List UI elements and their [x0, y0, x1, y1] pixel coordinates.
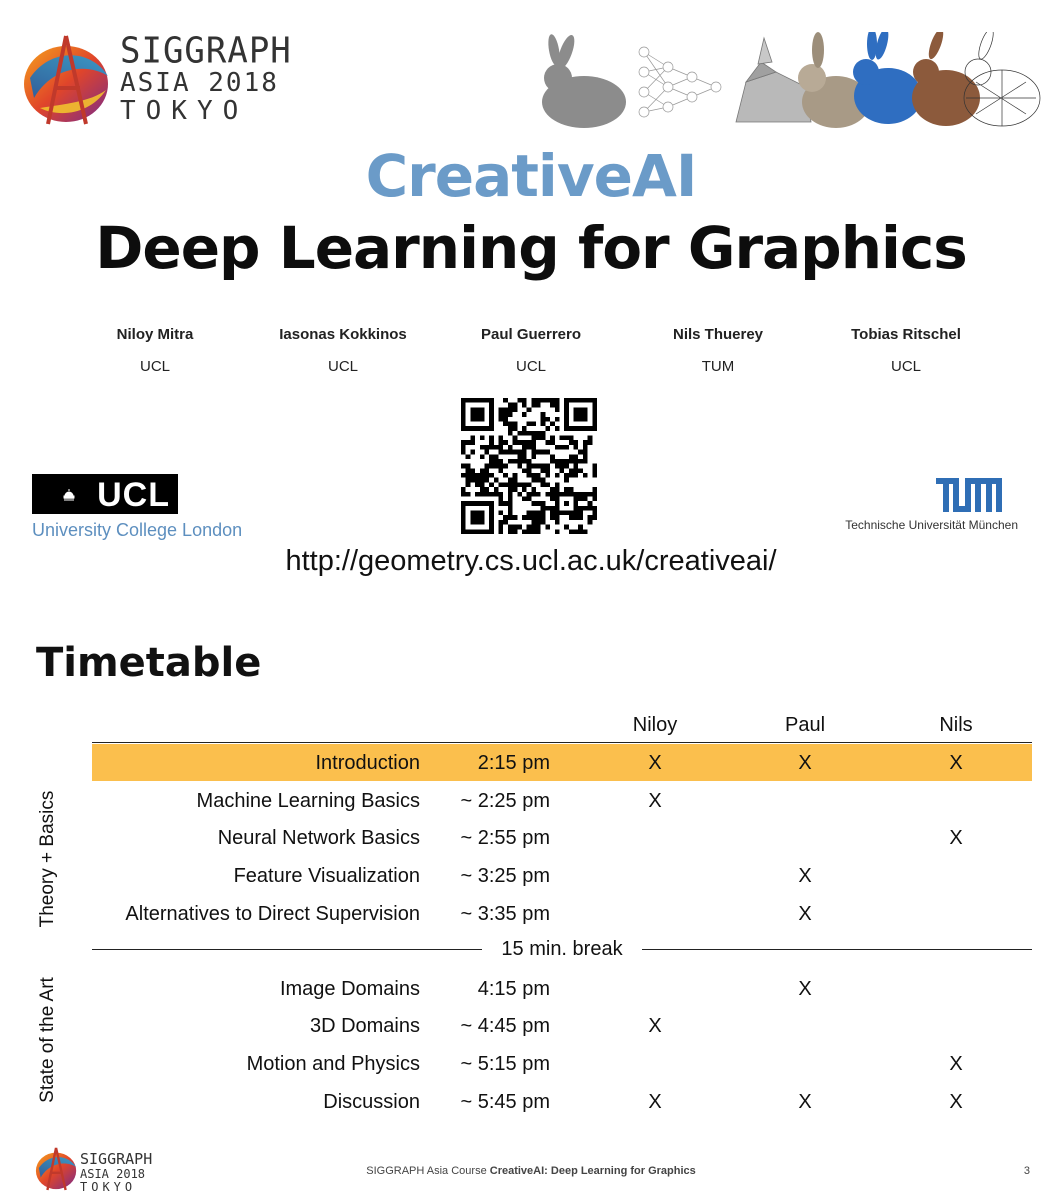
- table-row-discussion: [92, 1083, 1032, 1120]
- course-url-link[interactable]: http://geometry.cs.ucl.ac.uk/creativeai/: [285, 545, 777, 577]
- footer-caption-prefix: SIGGRAPH Asia Course: [366, 1165, 490, 1177]
- row-time: ~ 3:35 pm: [460, 903, 550, 925]
- siggraph-logo-line2: ASIA 2018: [120, 68, 279, 98]
- row-topic: Machine Learning Basics: [196, 790, 420, 812]
- author-affiliation: UCL: [515, 358, 546, 375]
- column-header-paul: Paul: [784, 714, 826, 736]
- table-header-rule: [92, 742, 1032, 743]
- row-time: 2:15 pm: [477, 752, 550, 774]
- bunny-network-illustration: [536, 32, 1046, 132]
- ucl-logo: [32, 474, 262, 541]
- row-mark-nils: X: [949, 1091, 963, 1113]
- row-mark-paul: X: [798, 865, 812, 887]
- table-row-machine-learning-basics: [92, 782, 1032, 819]
- table-row-feature-visualization: [92, 857, 1032, 894]
- tum-subtitle: Technische Universität München: [845, 518, 1018, 532]
- row-mark-paul: X: [798, 978, 812, 1000]
- neural-network-icon: [639, 47, 721, 117]
- qr-code: [461, 398, 597, 534]
- siggraph-swirl-icon: [20, 28, 116, 128]
- author-name: Iasonas Kokkinos: [279, 326, 407, 343]
- row-time: ~ 4:45 pm: [460, 1015, 550, 1037]
- tum-logo: [818, 478, 1018, 532]
- footer-logo-line1: SIGGRAPH: [80, 1150, 153, 1168]
- row-time: ~ 5:45 pm: [460, 1091, 550, 1113]
- row-time: ~ 2:25 pm: [460, 790, 550, 812]
- course-title-main: Deep Learning for Graphics: [95, 214, 967, 282]
- column-header-nils: Nils: [939, 714, 973, 736]
- blue-bunny-icon: [853, 32, 922, 124]
- break-rule-right: [642, 949, 1032, 950]
- row-mark-paul: X: [798, 903, 812, 925]
- ucl-dome-icon: [62, 488, 76, 502]
- footer-caption-course-name: CreativeAI: Deep Learning for Graphics: [489, 1165, 696, 1177]
- row-topic: Discussion: [323, 1091, 420, 1113]
- row-time: ~ 5:15 pm: [460, 1053, 550, 1075]
- section-label-theory-basics: Theory + Basics: [37, 790, 58, 928]
- footer-caption: [0, 1165, 1062, 1177]
- author-nils-thuerey: [623, 326, 813, 375]
- row-mark-paul: X: [798, 1091, 812, 1113]
- row-topic: Feature Visualization: [233, 865, 420, 887]
- row-topic: Alternatives to Direct Supervision: [125, 903, 420, 925]
- table-row-image-domains: [92, 970, 1032, 1007]
- row-time: ~ 2:55 pm: [460, 827, 550, 849]
- bunny-silhouette-icon: [542, 33, 626, 128]
- row-topic: 3D Domains: [309, 1015, 420, 1037]
- table-row-introduction: [92, 744, 1032, 781]
- author-affiliation: UCL: [890, 358, 921, 375]
- row-mark-niloy: X: [648, 1015, 662, 1037]
- table-row-neural-network-basics: [92, 819, 1032, 856]
- row-mark-paul: X: [798, 752, 812, 774]
- footer-logo-line2: ASIA 2018: [80, 1167, 146, 1181]
- row-mark-niloy: X: [648, 1091, 662, 1113]
- row-topic: Motion and Physics: [246, 1053, 420, 1075]
- break-rule-left: [92, 949, 482, 950]
- author-niloy-mitra: [60, 326, 250, 375]
- author-name: Tobias Ritschel: [851, 326, 961, 343]
- row-mark-nils: X: [949, 827, 963, 849]
- textured-bunny-icon: [912, 32, 980, 126]
- author-name: Nils Thuerey: [672, 326, 764, 343]
- row-topic: Introduction: [315, 752, 420, 774]
- row-mark-niloy: X: [648, 752, 662, 774]
- tum-wordmark-icon: [936, 478, 1002, 512]
- author-name: Paul Guerrero: [480, 326, 582, 343]
- break-label: 15 min. break: [501, 938, 623, 960]
- author-affiliation: UCL: [327, 358, 358, 375]
- timetable-heading: Timetable: [36, 640, 262, 686]
- row-mark-nils: X: [949, 1053, 963, 1075]
- section-label-state-of-the-art: State of the Art: [37, 977, 58, 1103]
- footer-logo-line3: TOKYO: [80, 1180, 137, 1194]
- author-name: Niloy Mitra: [116, 326, 194, 343]
- ucl-word: UCL: [97, 476, 170, 514]
- author-paul-guerrero: [436, 326, 626, 375]
- siggraph-logo-line3: TOKYO: [120, 96, 249, 126]
- course-title-creativeai: CreativeAI: [365, 142, 697, 210]
- author-iasonas-kokkinos: [248, 326, 438, 375]
- author-affiliation: UCL: [139, 358, 170, 375]
- row-topic: Neural Network Basics: [217, 827, 420, 849]
- ucl-wordmark: [32, 474, 178, 514]
- row-time: ~ 3:25 pm: [460, 865, 550, 887]
- row-mark-niloy: X: [648, 790, 662, 812]
- siggraph-asia-logo: [20, 28, 292, 132]
- author-tobias-ritschel: [811, 326, 1001, 375]
- ucl-subtitle: University College London: [32, 520, 243, 540]
- table-row-3d-domains: [92, 1007, 1032, 1044]
- row-mark-nils: X: [949, 752, 963, 774]
- author-affiliation: TUM: [701, 358, 735, 375]
- siggraph-logo-line1: SIGGRAPH: [120, 30, 292, 73]
- table-row-alternatives-to-direct-supervision: [92, 895, 1032, 932]
- table-row-motion-and-physics: [92, 1045, 1032, 1082]
- row-topic: Image Domains: [279, 978, 420, 1000]
- row-time: 4:15 pm: [477, 978, 550, 1000]
- column-header-niloy: Niloy: [632, 714, 678, 736]
- page-number: 3: [1023, 1165, 1030, 1177]
